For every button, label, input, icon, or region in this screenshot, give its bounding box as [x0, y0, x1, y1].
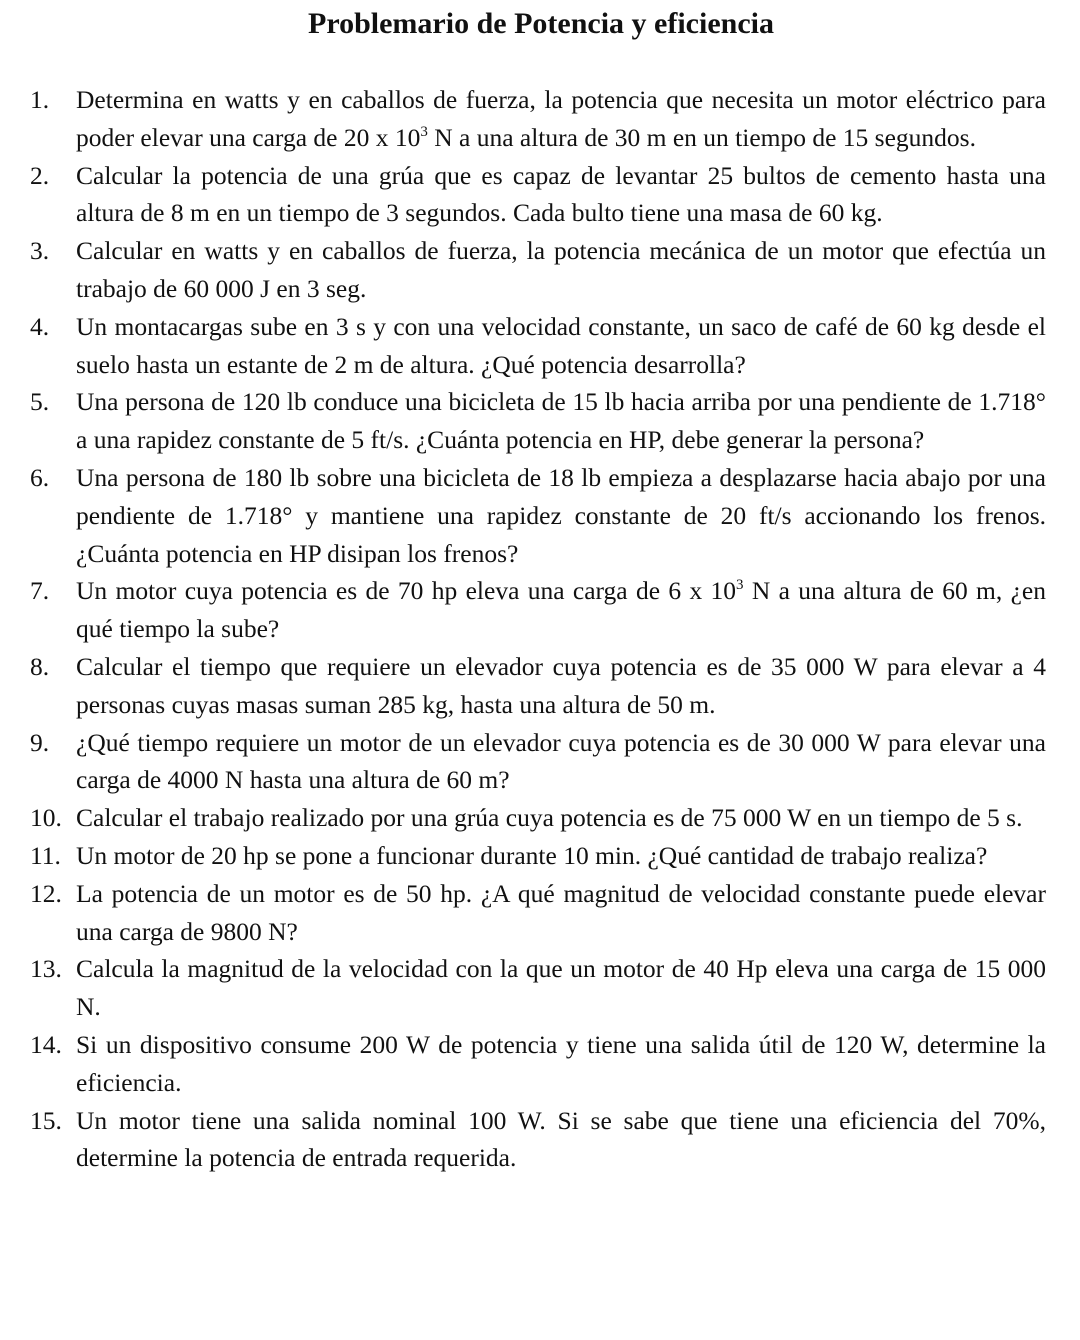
problem-text-part: Determina en watts y en caballos de fuerza, la potencia que necesita un motor eléctrico para poder elevar una carga de 20 x 10 — [76, 85, 1046, 152]
problem-item-2 — [30, 157, 1046, 233]
problem-item-15 — [30, 1102, 1046, 1178]
problem-item-12 — [30, 875, 1046, 951]
problem-text: Calcular el trabajo realizado por una grúa cuya potencia es de 75 000 W en un tiempo de 5 s. — [76, 803, 1023, 833]
problem-list — [30, 81, 1046, 1177]
problem-number: 14. — [30, 1029, 62, 1059]
problem-item-13 — [30, 950, 1046, 1026]
problem-number: 3. — [30, 236, 50, 266]
problem-text: Calcular el tiempo que requiere un elevador cuya potencia es de 35 000 W para elevar a 4 personas cuyas masas suman 285 kg, hasta una altura de 50 m. — [76, 651, 1046, 719]
problem-number: 12. — [30, 878, 62, 908]
problem-item-14 — [30, 1026, 1046, 1102]
problem-number: 8. — [30, 651, 50, 681]
problem-text: La potencia de un motor es de 50 hp. ¿A qué magnitud de velocidad constante puede elevar una carga de 9800 N? — [76, 878, 1046, 946]
problem-text: Una persona de 180 lb sobre una bicicleta de 18 lb empieza a desplazarse hacia abajo por una pendiente de 1.718° y mantiene una rapidez constante de 20 ft/s accionando los frenos. ¿Cuánta potencia en HP disipan los frenos? — [76, 462, 1046, 568]
problem-text: Calcular la potencia de una grúa que es capaz de levantar 25 bultos de cemento hasta una altura de 8 m en un tiempo de 3 segundos. Cada bulto tiene una masa de 60 kg. — [76, 160, 1046, 228]
problem-text: Calcula la magnitud de la velocidad con la que un motor de 40 Hp eleva una carga de 15 000 N. — [76, 954, 1046, 1022]
problem-number: 11. — [30, 840, 61, 870]
exponent: 3 — [736, 577, 744, 594]
problem-item-8 — [30, 648, 1046, 724]
problem-item-1 — [30, 81, 1046, 157]
problem-number: 7. — [30, 576, 50, 606]
problem-number: 6. — [30, 462, 50, 492]
page-title: Problemario de Potencia y eficiencia — [308, 7, 774, 40]
problem-number: 13. — [30, 954, 62, 984]
problem-item-5 — [30, 383, 1046, 459]
problem-number: 10. — [30, 803, 62, 833]
problem-text-part: Un motor cuya potencia es de 70 hp eleva una carga de 6 x 10 — [76, 576, 737, 606]
problem-text: Si un dispositivo consume 200 W de potencia y tiene una salida útil de 120 W, determine la eficiencia. — [76, 1029, 1046, 1097]
problem-text: Un montacargas sube en 3 s y con una velocidad constante, un saco de café de 60 kg desde el suelo hasta un estante de 2 m de altura. ¿Qué potencia desarrolla? — [76, 311, 1046, 379]
problem-item-9 — [30, 724, 1046, 800]
problem-item-11 — [30, 837, 1046, 875]
problem-text: ¿Qué tiempo requiere un motor de un elevador cuya potencia es de 30 000 W para elevar una carga de 4000 N hasta una altura de 60 m? — [76, 727, 1046, 795]
problem-number: 2. — [30, 160, 50, 190]
problem-text: Una persona de 120 lb conduce una bicicleta de 15 lb hacia arriba por una pendiente de 1.718° a una rapidez constante de 5 ft/s. ¿Cuánta potencia en HP, debe generar la persona? — [76, 387, 1046, 455]
problem-number: 1. — [30, 85, 50, 114]
problem-item-10 — [30, 799, 1046, 837]
problem-item-3 — [30, 232, 1046, 308]
exponent: 3 — [420, 123, 428, 140]
problem-text-part: N a una altura de 30 m en un tiempo de 15 segundos. — [427, 122, 976, 152]
problem-text: Un motor tiene una salida nominal 100 W. Si se sabe que tiene una eficiencia del 70%, determine la potencia de entrada requerida. — [76, 1105, 1046, 1173]
problem-item-4 — [30, 308, 1046, 384]
problem-number: 5. — [30, 387, 50, 417]
problem-number: 4. — [30, 311, 50, 341]
problem-item-6 — [30, 459, 1046, 572]
problem-number: 9. — [30, 727, 50, 757]
problem-text-part: N a una altura de 60 m, ¿en qué tiempo la sube? — [76, 576, 1046, 644]
problem-text: Calcular en watts y en caballos de fuerza, la potencia mecánica de un motor que efectúa un trabajo de 60 000 J en 3 seg. — [76, 236, 1046, 303]
problem-text: Un motor de 20 hp se pone a funcionar durante 10 min. ¿Qué cantidad de trabajo realiza? — [76, 840, 988, 870]
problem-text — [76, 572, 1046, 648]
problem-number: 15. — [30, 1105, 62, 1135]
problem-item-7 — [30, 572, 1046, 648]
problem-text — [76, 81, 1046, 157]
